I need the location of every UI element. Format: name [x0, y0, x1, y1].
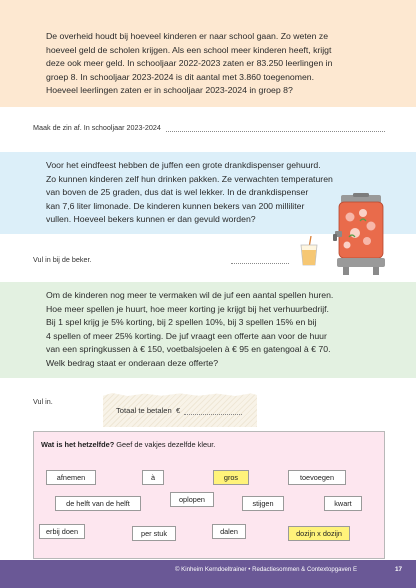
- page-number: 17: [395, 566, 403, 573]
- text-line: Hoe meer spellen je huurt, hoe meer korting je krijgt bij het verhuurbedrijf.: [46, 303, 329, 314]
- total-label: Totaal te betalen: [116, 406, 172, 415]
- text-line: groep 8. In schooljaar 2023-2024 is dit aantal met 3.860 toegenomen.: [46, 71, 315, 82]
- answer-prompt-2: Vul in bij de beker.: [33, 255, 92, 264]
- word-box[interactable]: de helft van de helft: [55, 496, 141, 511]
- answer-line-2[interactable]: [231, 263, 289, 264]
- word-box-highlighted[interactable]: gros: [213, 470, 249, 485]
- text-line: Welk bedrag staat er onderaan deze offerte?: [46, 357, 219, 368]
- matching-title-bold: Wat is het hetzelfde?: [41, 440, 115, 449]
- text-line: kan 7,6 liter limonade. De kinderen kunnen bekers van 200 milliliter: [46, 200, 305, 211]
- exercise-2-text: [46, 159, 346, 227]
- answer-prompt-3: Vul in.: [33, 397, 53, 406]
- matching-title-instruction: Geef de vakjes dezelfde kleur.: [114, 440, 216, 449]
- answer-prompt-1: Maak de zin af. In schooljaar 2023-2024: [33, 123, 161, 132]
- word-box-highlighted[interactable]: dozijn x dozijn: [288, 526, 350, 541]
- word-box[interactable]: per stuk: [132, 526, 176, 541]
- text-line: 4 spellen of meer 25% korting. De juf vraagt een offerte aan voor de huur: [46, 330, 327, 341]
- word-box[interactable]: kwart: [324, 496, 362, 511]
- currency-symbol: €: [176, 406, 181, 415]
- word-box[interactable]: oplopen: [170, 492, 214, 507]
- word-box[interactable]: afnemen: [46, 470, 96, 485]
- footer-bar: [0, 560, 416, 588]
- text-line: Bij 1 spel krijg je 5% korting, bij 2 spellen 10%, bij 3 spellen 15% en bij: [46, 317, 317, 328]
- matching-title: [41, 440, 215, 449]
- text-line: vullen. Hoeveel bekers kunnen er dan gevuld worden?: [46, 214, 256, 225]
- text-line: deze ook meer geld. In schooljaar 2022-2023 zaten er 83.250 leerlingen in: [46, 58, 333, 69]
- footer-text: © Kinheim Kerndoeltrainer • Redactiesommen & Contextopgaven E: [175, 566, 358, 573]
- text-line: De overheid houdt bij hoeveel kinderen er naar school gaan. Zo weten ze: [46, 31, 329, 41]
- text-line: van een springkussen à € 150, voetbalsjoelen à € 95 en gatengoal à € 70.: [46, 344, 331, 355]
- answer-line-1[interactable]: [166, 131, 385, 132]
- text-line: van boven de 25 graden, dus dat is wel lekker. In de drankdispenser: [46, 187, 309, 198]
- drink-dispenser-illustration: [333, 193, 389, 275]
- word-box[interactable]: toevoegen: [288, 470, 346, 485]
- text-line: Om de kinderen nog meer te vermaken wil de juf een aantal spellen huren.: [46, 290, 334, 300]
- text-line: Hoeveel leerlingen zaten er in schooljaar 2023-2024 in groep 8?: [46, 85, 293, 96]
- word-box[interactable]: dalen: [212, 524, 246, 539]
- text-line: Voor het eindfeest hebben de juffen een grote drankdispenser gehuurd.: [46, 160, 321, 170]
- total-answer-line[interactable]: [184, 414, 242, 415]
- exercise-1-text: [46, 30, 396, 98]
- text-line: Zo kunnen kinderen zelf hun drinken pakken. Ze verwachten temperaturen: [46, 173, 333, 184]
- exercise-3-text: [46, 289, 398, 371]
- word-box[interactable]: erbij doen: [39, 524, 85, 539]
- word-box[interactable]: stijgen: [242, 496, 284, 511]
- cup-icon: [299, 236, 319, 266]
- text-line: hoeveel geld de scholen krijgen. Als een school meer kinderen heeft, krijgt: [46, 44, 332, 55]
- word-box[interactable]: à: [142, 470, 164, 485]
